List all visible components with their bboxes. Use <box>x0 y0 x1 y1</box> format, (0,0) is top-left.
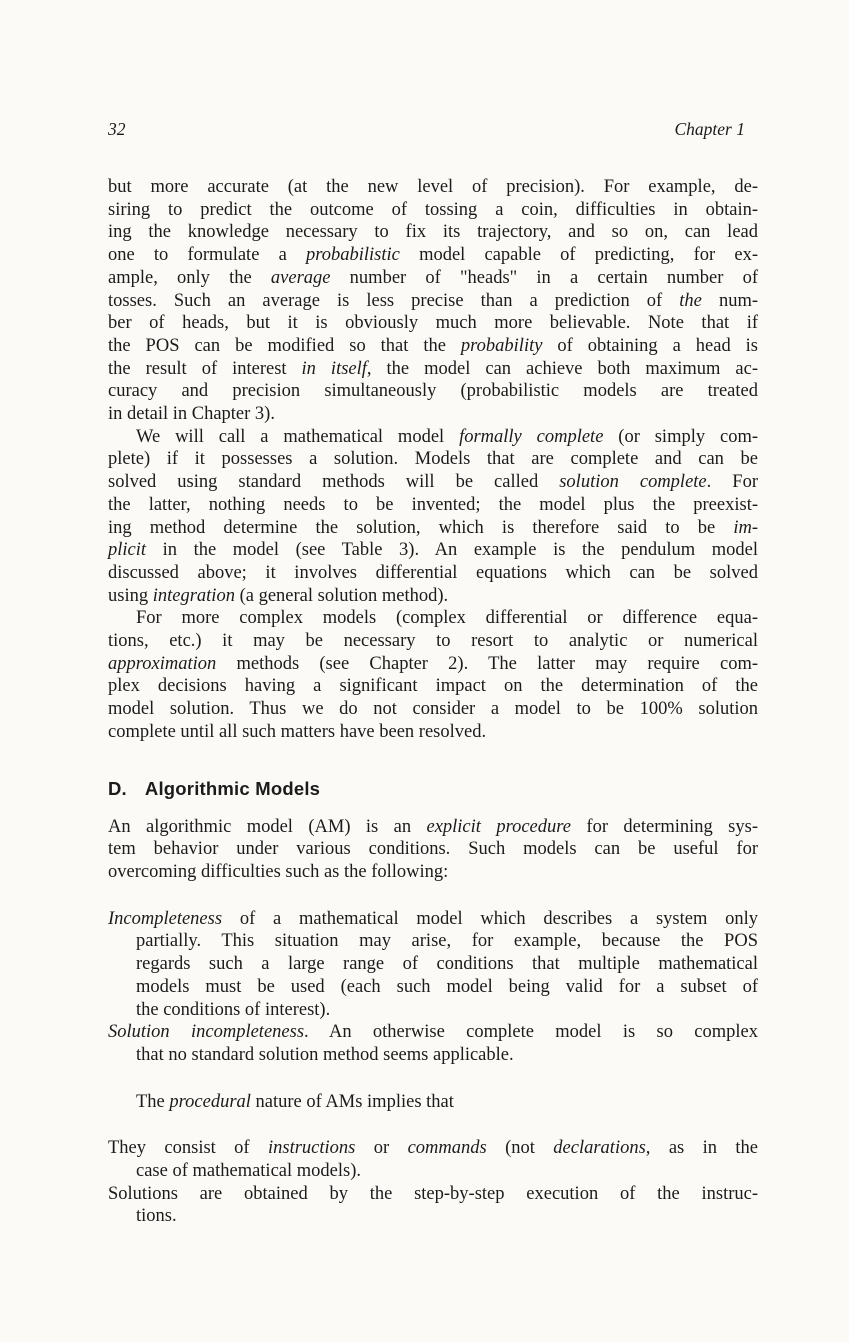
text-line: ing method determine the solution, which is therefore said to be im- <box>108 517 758 538</box>
text-line: tions. <box>136 1206 177 1227</box>
text-line: ample, only the average number of "heads" in a certain number of <box>108 267 758 288</box>
text-line: regards such a large range of conditions that multiple mathematical <box>136 954 758 975</box>
text-line: that no standard solution method seems applicable. <box>136 1044 514 1065</box>
text-line: For more complex models (complex differential or difference equa- <box>136 608 758 629</box>
text-line: siring to predict the outcome of tossing a coin, difficulties in obtain- <box>108 199 758 220</box>
text-line: model solution. Thus we do not consider a model to be 100% solution <box>108 699 758 720</box>
text-line: the latter, nothing needs to be invented; the model plus the preexist- <box>108 494 758 515</box>
hanging-list-item <box>108 1183 758 1228</box>
section-heading <box>108 778 758 800</box>
text-line: using integration (a general solution method). <box>108 585 449 606</box>
hanging-list-item <box>108 1137 758 1182</box>
paragraph <box>108 1091 758 1114</box>
text-line: plete) if it possesses a solution. Models that are complete and can be <box>108 449 758 470</box>
text-line: The procedural nature of AMs implies that <box>136 1091 454 1112</box>
text-line: tem behavior under various conditions. Such models can be useful for <box>108 839 758 860</box>
text-line: An algorithmic model (AM) is an explicit procedure for determining sys- <box>108 816 758 837</box>
text-line: plicit in the model (see Table 3). An example is the pendulum model <box>108 540 758 561</box>
text-line: models must be used (each such model being valid for a subset of <box>136 976 758 997</box>
text-line: tions, etc.) it may be necessary to resort to analytic or numerical <box>108 631 758 652</box>
text-line: We will call a mathematical model formally complete (or simply com- <box>136 426 758 447</box>
paragraph <box>108 816 758 884</box>
text-line: Solution incompleteness. An otherwise complete model is so complex <box>108 1022 758 1043</box>
page-number: 32 <box>108 119 126 139</box>
text-column <box>108 176 758 1228</box>
hanging-list-item <box>108 1021 758 1066</box>
text-line: approximation methods (see Chapter 2). The latter may require com- <box>108 653 758 674</box>
text-line: the conditions of interest). <box>136 999 331 1020</box>
text-line: complete until all such matters have been resolved. <box>108 721 487 742</box>
chapter-header: Chapter 1 <box>674 119 745 139</box>
text-line: the POS can be modified so that the probability of obtaining a head is <box>108 335 758 356</box>
text-line: discussed above; it involves differential equations which can be solved <box>108 562 758 583</box>
text-line: tosses. Such an average is less precise than a prediction of the num- <box>108 290 758 311</box>
text-line: solved using standard methods will be called solution complete. For <box>108 472 758 493</box>
text-line: case of mathematical models). <box>136 1161 361 1182</box>
section-title: Algorithmic Models <box>144 777 321 799</box>
text-line: ber of heads, but it is obviously much more believable. Note that if <box>108 313 758 334</box>
running-header <box>108 119 745 140</box>
text-line: Solutions are obtained by the step-by-step execution of the instruc- <box>108 1183 758 1204</box>
text-line: overcoming difficulties such as the following: <box>108 861 449 882</box>
text-line: plex decisions having a significant impact on the determination of the <box>108 676 758 697</box>
text-line: ing the knowledge necessary to fix its trajectory, and so on, can lead <box>108 222 758 243</box>
paragraph <box>108 176 758 426</box>
text-line: partially. This situation may arise, for example, because the POS <box>136 931 758 952</box>
hanging-list-item <box>108 908 758 1022</box>
text-line: in detail in Chapter 3). <box>108 404 275 425</box>
text-line: the result of interest in itself, the model can achieve both maximum ac- <box>108 358 758 379</box>
text-line: Incompleteness of a mathematical model which describes a system only <box>108 908 758 929</box>
section-letter: D. <box>108 777 127 799</box>
text-line: one to formulate a probabilistic model capable of predicting, for ex- <box>108 245 758 266</box>
text-line: but more accurate (at the new level of precision). For example, de- <box>108 177 758 197</box>
text-line: curacy and precision simultaneously (probabilistic models are treated <box>108 381 758 402</box>
paragraph <box>108 607 758 743</box>
paragraph <box>108 426 758 608</box>
text-line: They consist of instructions or commands (not declarations, as in the <box>108 1138 758 1159</box>
